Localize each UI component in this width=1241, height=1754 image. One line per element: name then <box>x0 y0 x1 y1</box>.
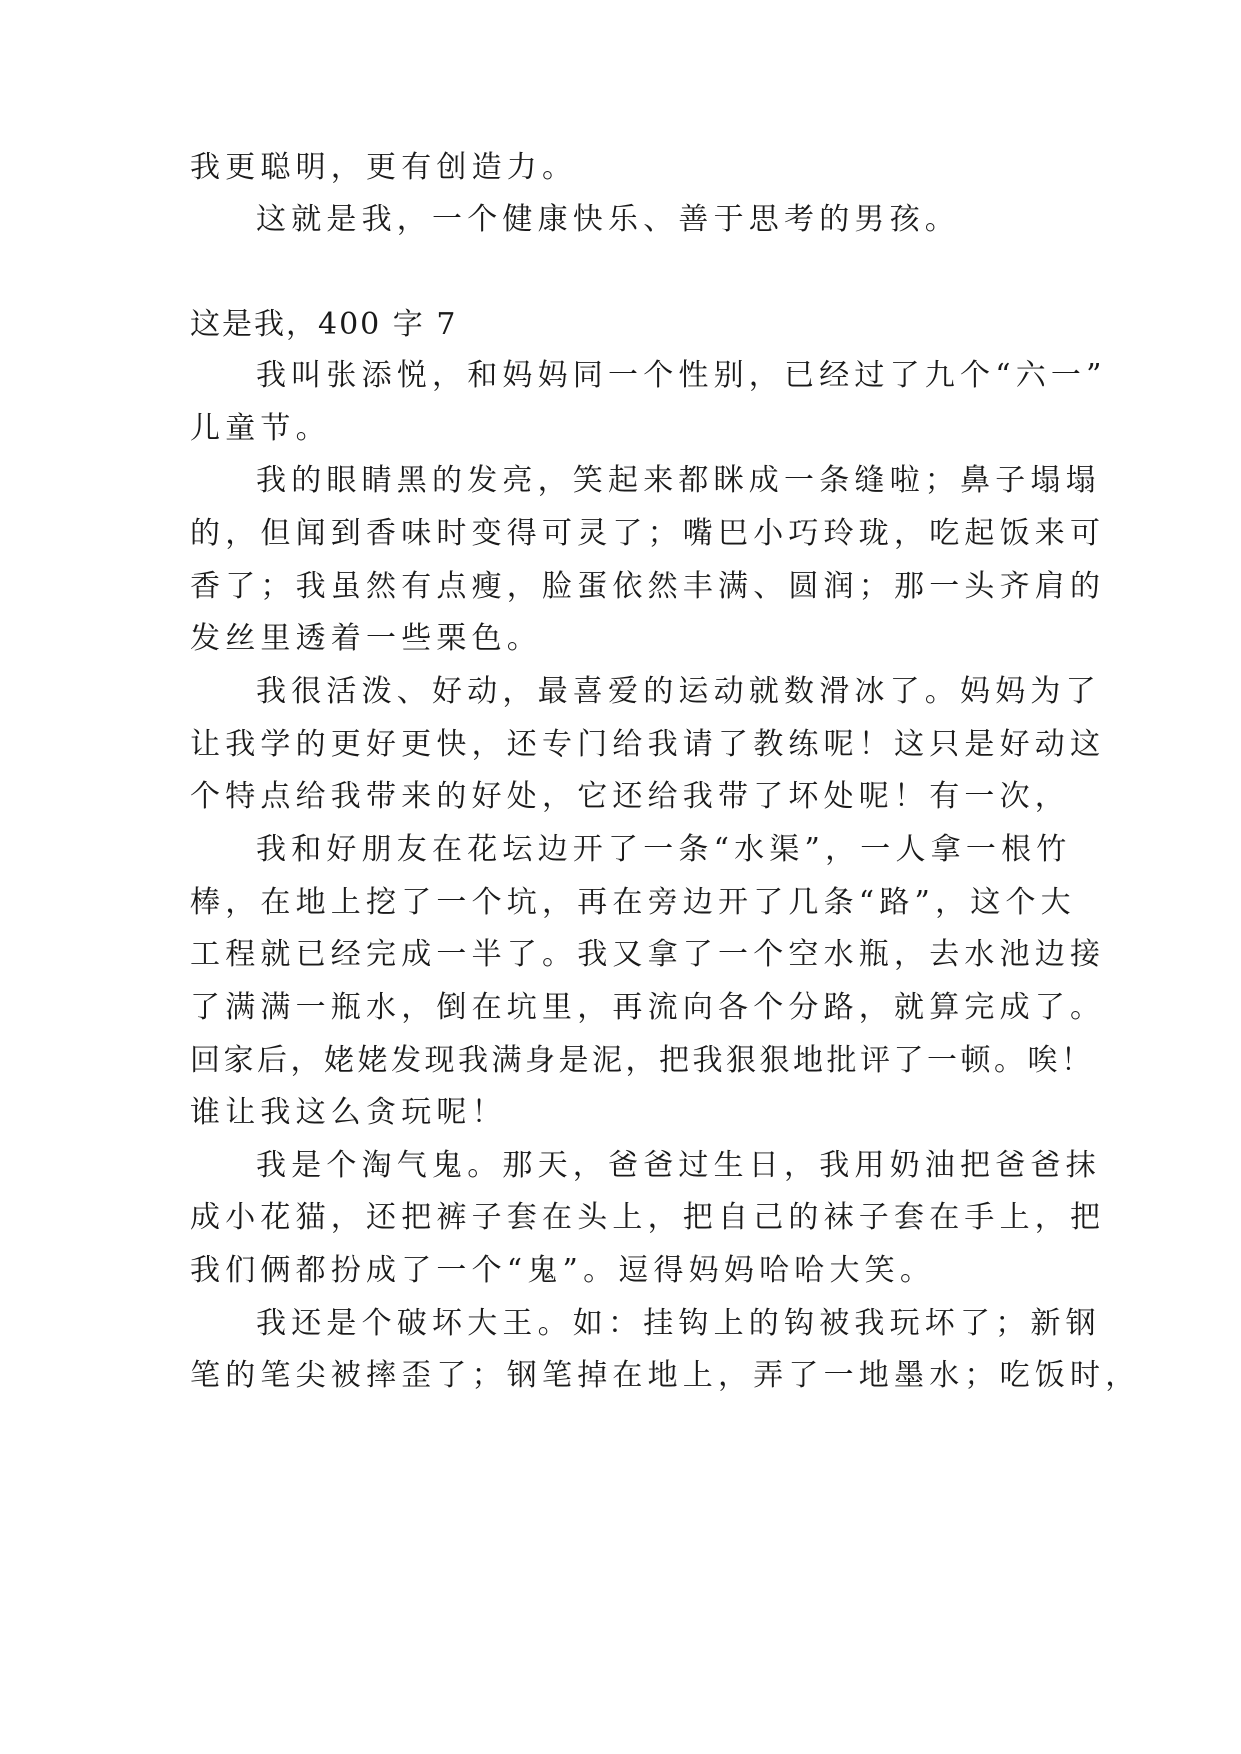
text-line: 香了；我虽然有点瘦，脸蛋依然丰满、圆润；那一头齐肩的 <box>190 569 1106 604</box>
text-line: 回家后，姥姥发现我满身是泥，把我狠狠地批评了一顿。唉！ <box>190 1043 1095 1078</box>
text-line: 我们俩都扮成了一个“鬼”。逗得妈妈哈哈大笑。 <box>190 1253 936 1288</box>
text-line: 的，但闻到香味时变得可灵了；嘴巴小巧玲珑，吃起饭来可 <box>190 516 1106 551</box>
text-line: 我还是个破坏大王。如：挂钩上的钩被我玩坏了；新钢 <box>256 1306 1101 1341</box>
text-line: 我是个淘气鬼。那天，爸爸过生日，我用奶油把爸爸抹 <box>256 1148 1101 1183</box>
text-line: 成小花猫，还把裤子套在头上，把自己的袜子套在手上，把 <box>190 1200 1106 1235</box>
text-line: 个特点给我带来的好处，它还给我带了坏处呢！有一次， <box>190 779 1070 814</box>
text-line: 棒，在地上挖了一个坑，再在旁边开了几条“路”，这个大 <box>190 885 1076 920</box>
text-line: 儿童节。 <box>190 411 331 446</box>
text-line: 发丝里透着一些栗色。 <box>190 621 542 656</box>
text-line: 我叫张添悦，和妈妈同一个性别，已经过了九个“六一” <box>256 358 1107 393</box>
text-line: 我的眼睛黑的发亮，笑起来都眯成一条缝啦；鼻子塌塌 <box>256 463 1101 498</box>
text-line: 这就是我，一个健康快乐、善于思考的男孩。 <box>256 202 960 237</box>
text-line: 工程就已经完成一半了。我又拿了一个空水瓶，去水池边接 <box>190 937 1106 972</box>
text-line: 笔的笔尖被摔歪了；钢笔掉在地上，弄了一地墨水；吃饭时， <box>190 1358 1141 1393</box>
text-line: 我很活泼、好动，最喜爱的运动就数滑冰了。妈妈为了 <box>256 674 1101 709</box>
text-line: 谁让我这么贪玩呢！ <box>190 1095 507 1130</box>
text-line: 我和好朋友在花坛边开了一条“水渠”，一人拿一根竹 <box>256 832 1072 867</box>
text-line: 我更聪明，更有创造力。 <box>190 150 578 185</box>
text-line: 让我学的更好更快，还专门给我请了教练呢！这只是好动这 <box>190 727 1106 762</box>
section-title: 这是我，400 字 7 <box>190 307 458 342</box>
text-line: 了满满一瓶水，倒在坑里，再流向各个分路，就算完成了。 <box>190 990 1106 1025</box>
